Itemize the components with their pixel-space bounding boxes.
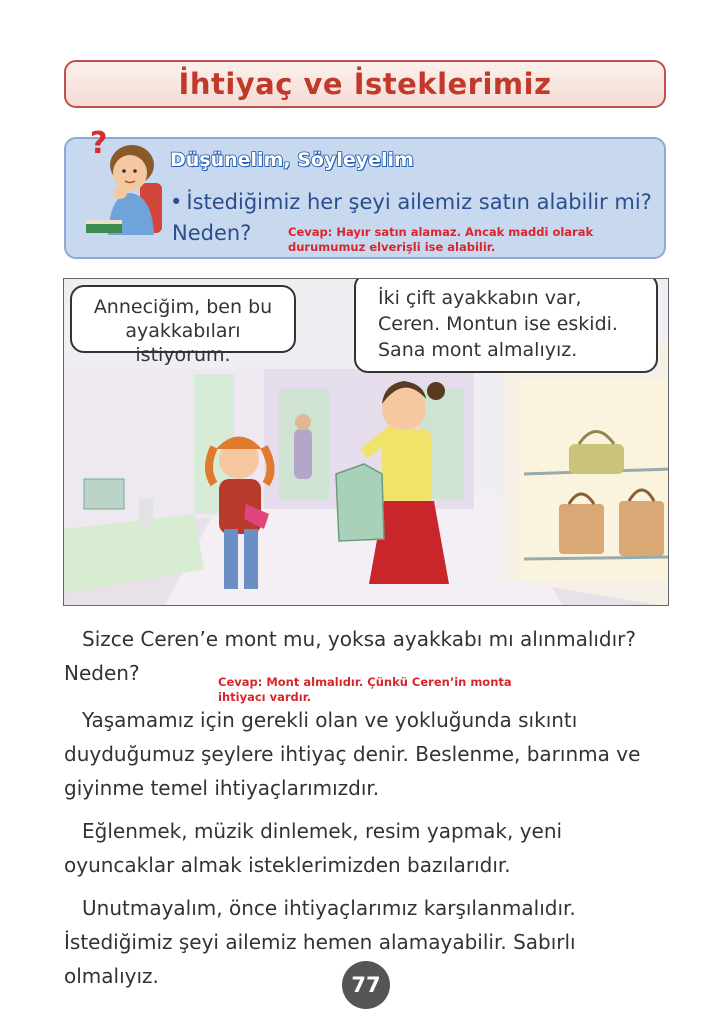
question2-answer-line1: Cevap: Mont almalıdır. Çünkü Ceren’in monta — [218, 675, 512, 689]
speech-bubble-mother — [354, 278, 658, 373]
think-answer-line1: Cevap: Hayır satın alamaz. Ancak maddi olarak — [288, 225, 594, 239]
question2-line2: Neden? — [64, 661, 140, 685]
paragraph-needs: Yaşamamız için gerekli olan ve yokluğunda sıkıntı duyduğumuz şeylere ihtiyaç denir. Beslenme, barınma ve giyinme temel ihtiyaçlarımızdır. — [64, 708, 641, 800]
think-question-cont: Neden? — [172, 221, 252, 245]
speech-bubble-ceren — [70, 285, 296, 366]
think-answer-line2: durumumuz elverişli ise alabilir. — [288, 240, 496, 254]
paragraph-wants: Eğlenmek, müzik dinlemek, resim yapmak, yeni oyuncaklar almak isteklerimizden bazılarıdır. — [64, 819, 563, 877]
speech-ceren-text: Anneciğim, ben bu ayakkabıları istiyorum. — [93, 296, 273, 366]
speech-mother-text: İki çift ayakkabın var, Ceren. Montun ise eskidi. Sana mont almalıyız. — [378, 287, 618, 361]
page-title: İhtiyaç ve İsteklerimiz — [178, 67, 552, 101]
shop-scene — [63, 278, 669, 606]
think-answer — [288, 225, 593, 255]
svg-text:?: ? — [90, 126, 108, 161]
think-heading: Düşünelim, Söyleyelim — [170, 149, 414, 171]
page-number: 77 — [342, 961, 390, 1009]
think-question — [170, 185, 660, 219]
bullet-icon: • — [170, 190, 183, 214]
thinking-boy-illustration — [80, 123, 172, 253]
paragraph-patience: Unutmayalım, önce ihtiyaçlarımız karşılanmalıdır. İstediğimiz şeyi ailemiz hemen alamayabilir. Sabırlı olmalıyız. — [64, 896, 576, 988]
question2-answer — [218, 675, 512, 705]
question2-line1: Sizce Ceren’e mont mu, yoksa ayakkabı mı alınmalıdır? — [82, 627, 637, 651]
title-box — [64, 60, 666, 108]
think-question-text: İstediğimiz her şeyi ailemiz satın alabilir mi? — [186, 190, 652, 214]
think-box — [64, 126, 666, 259]
question2-answer-line2: ihtiyacı vardır. — [218, 690, 312, 704]
